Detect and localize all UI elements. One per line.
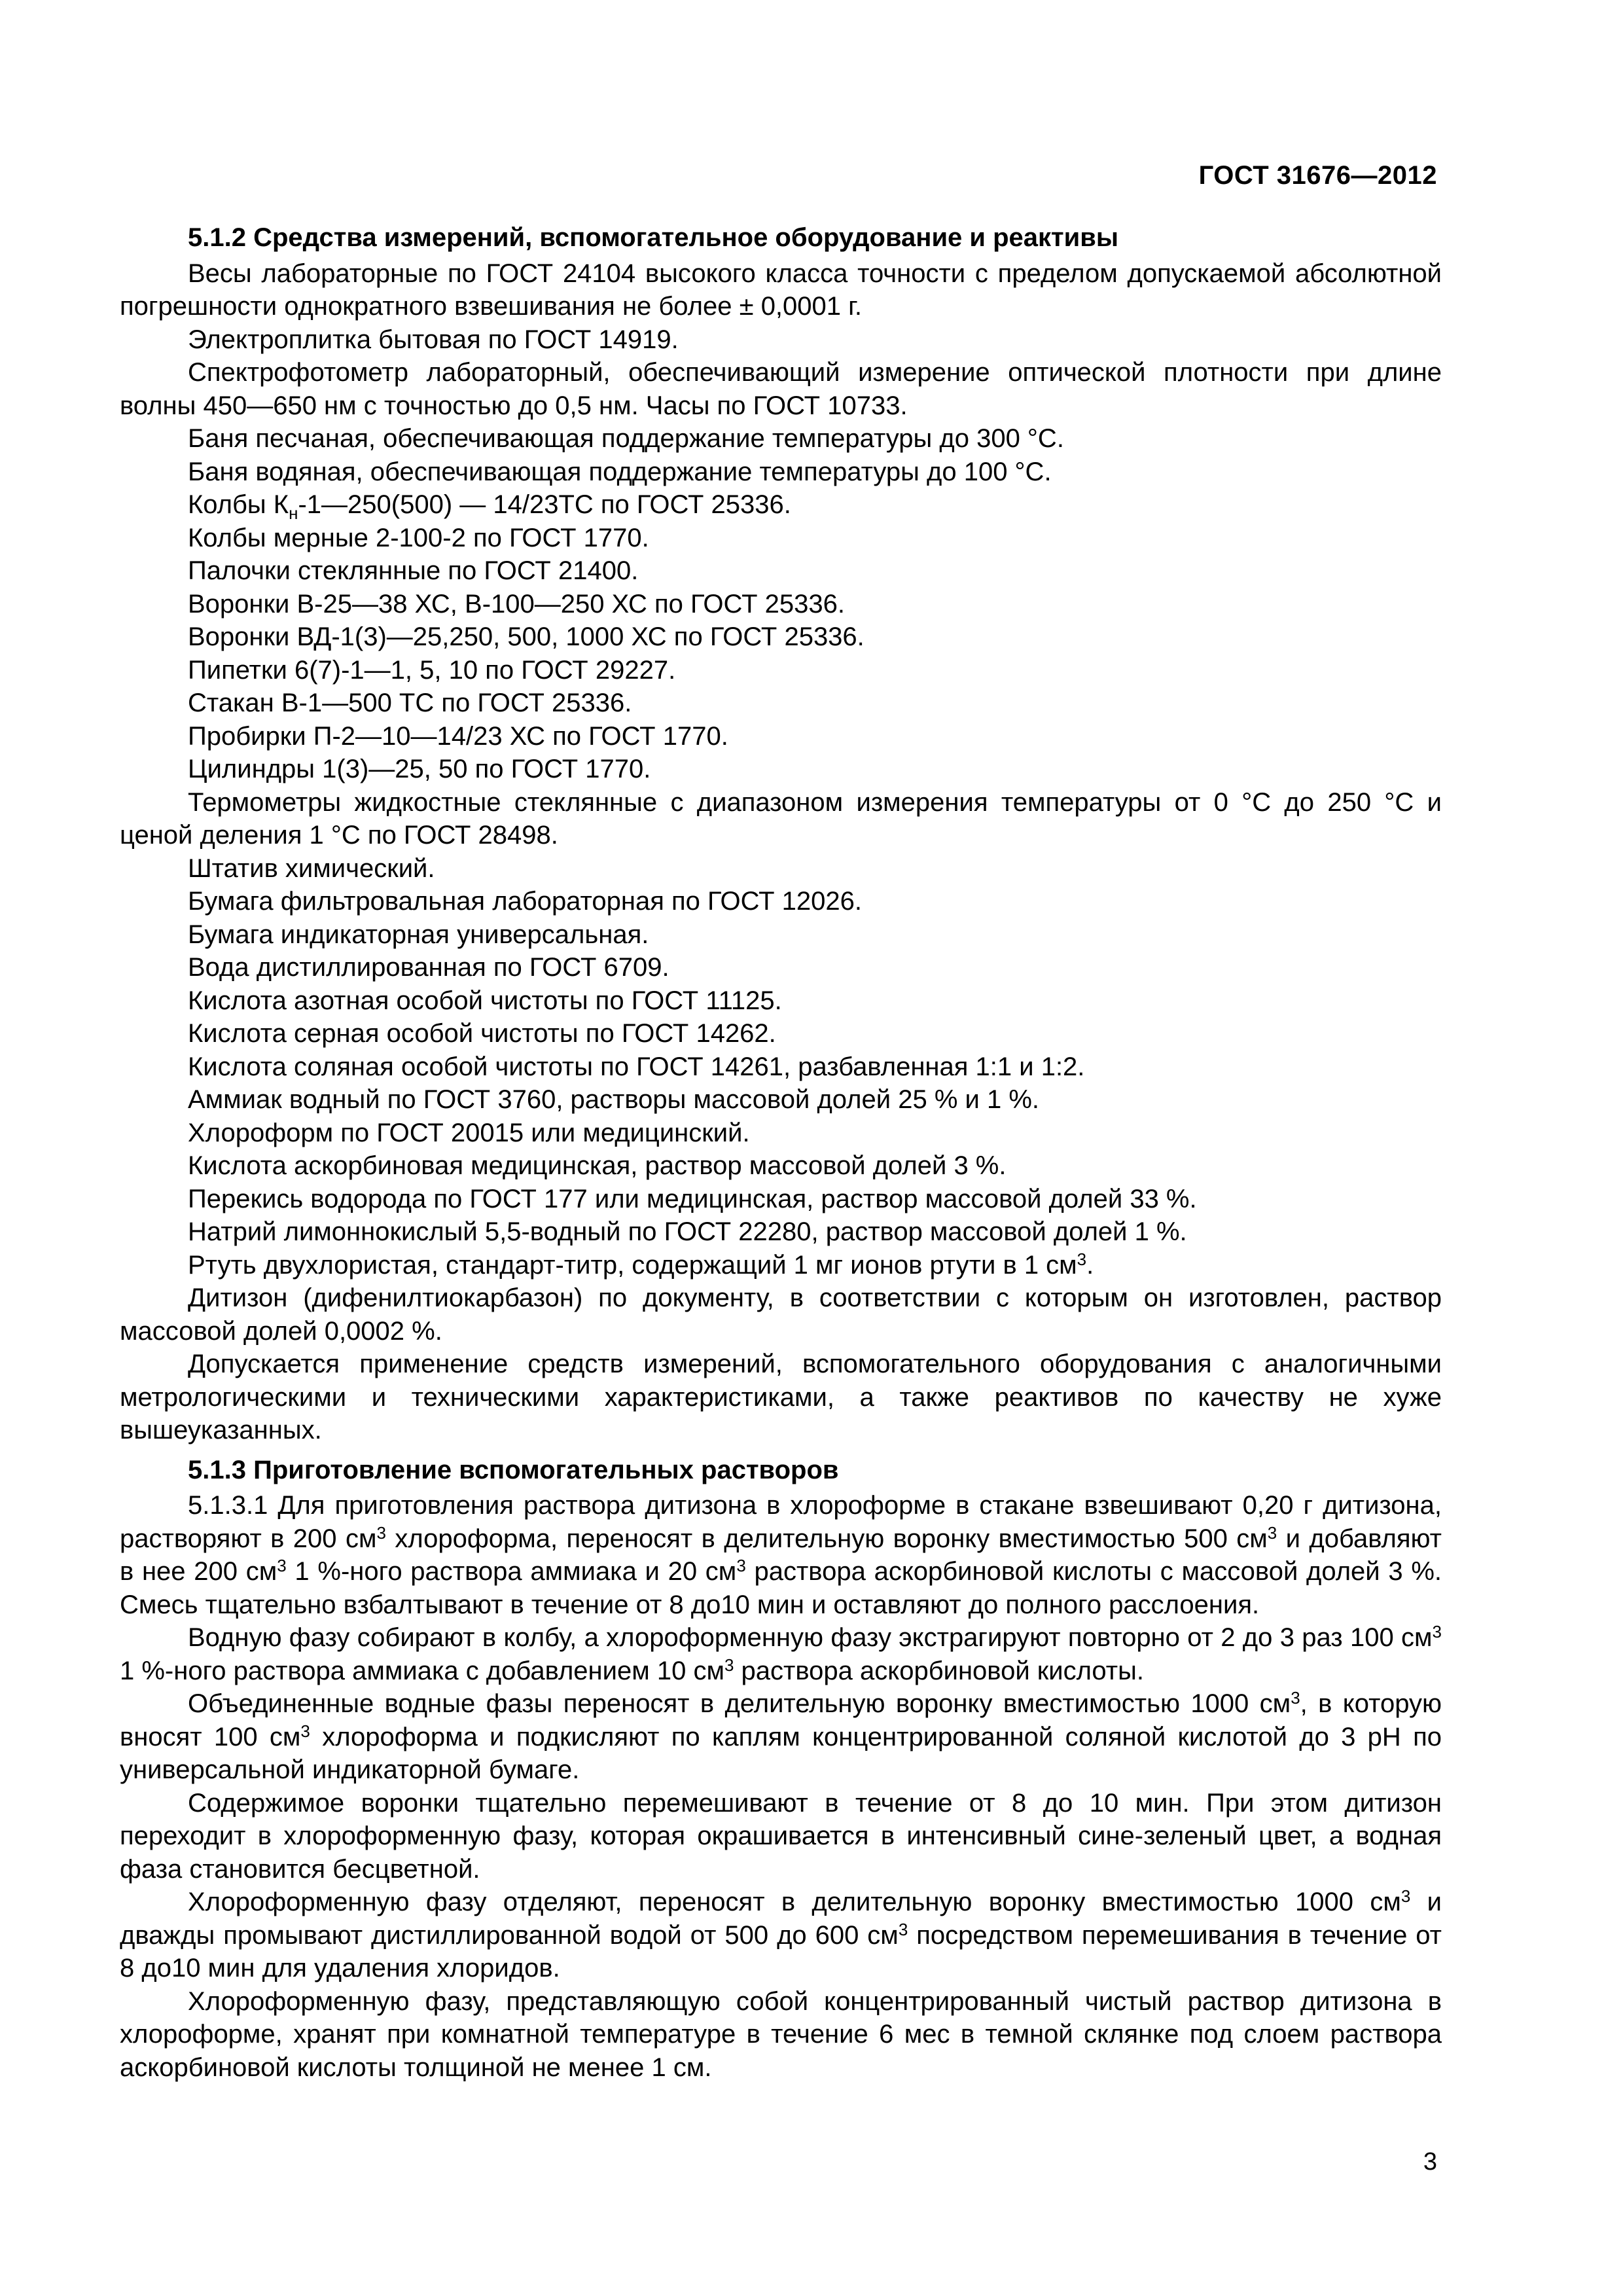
reagent-item: Дитизон (дифенилтиокарбазон) по документу, в соответствии с которым он изготовлен, раствор массовой долей 0,0002 %. <box>120 1283 1442 1346</box>
reagent-item: Бумага индикаторная универсальная. <box>188 920 649 949</box>
reagent-item: Кислота соляная особой чистоты по ГОСТ 14261, разбавленная 1:1 и 1:2. <box>188 1052 1085 1081</box>
equipment-item: Пипетки 6(7)-1—1, 5, 10 по ГОСТ 29227. <box>188 655 676 685</box>
reagent-item: Вода дистиллированная по ГОСТ 6709. <box>188 953 669 982</box>
equipment-item: Штатив химический. <box>188 853 435 883</box>
equipment-item: Весы лабораторные по ГОСТ 24104 высокого класса точности с пределом допускаемой абсолютной погрешности однократного взвешивания не более ± 0,0001 г. <box>120 259 1442 321</box>
reagent-item: Кислота аскорбиновая медицинская, раствор массовой долей 3 %. <box>188 1151 1007 1180</box>
reagent-item: Хлороформ по ГОСТ 20015 или медицинский. <box>188 1118 750 1147</box>
equipment-item: Воронки ВД-1(3)—25,250, 500, 1000 ХС по ГОСТ 25336. <box>188 622 865 651</box>
reagent-item: Бумага фильтровальная лабораторная по ГОСТ 12026. <box>188 887 863 916</box>
reagent-item: Ртуть двухлористая, стандарт-титр, содержащий 1 мг ионов ртути в 1 $см^3$. <box>188 1249 1094 1280</box>
section-heading-5-1-2: 5.1.2 Средства измерений, вспомогательное оборудование и реактивы <box>188 223 1118 252</box>
equipment-item: Электроплитка бытовая по ГОСТ 14919. <box>188 325 679 354</box>
reagent-item: Натрий лимоннокислый 5,5-водный по ГОСТ 22280, раствор массовой долей 1 %. <box>188 1217 1187 1246</box>
procedure-paragraph: Содержимое воронки тщательно перемешивают в течение от 8 до 10 мин. При этом дитизон переходит в хлороформенную фазу, которая окрашивается в интенсивный сине-зеленый цвет, а водная фаза становится бесцветной. <box>120 1788 1442 1884</box>
equipment-item: Пробирки П-2—10—14/23 ХС по ГОСТ 1770. <box>188 721 728 751</box>
equipment-item: Колбы мерные 2-100-2 по ГОСТ 1770. <box>188 523 649 552</box>
page-number: 3 <box>1423 2148 1437 2176</box>
procedure-paragraph: Хлороформенную фазу отделяют, переносят в делительную воронку вместимостью 1000 $см^3$ и дважды промывают дистиллированной водой от 500 до 600 $см^3$ посредством перемешивания в течение от 8 до10 мин для удаления хлоридов. <box>120 1886 1442 1982</box>
substitution-note: Допускается применение средств измерений, вспомогательного оборудования с аналогичными метрологическими и техническими характеристиками, а также реактивов по качеству не хуже вышеуказанных. <box>120 1350 1442 1444</box>
page-body <box>120 221 1442 2084</box>
procedure-paragraph: Хлороформенную фазу, представляющую собой концентрированный чистый раствор дитизона в хлороформе, хранят при комнатной температуре в течение 6 мес в темной склянке под слоем раствора аскорбиновой кислоты толщиной не менее 1 см. <box>120 1986 1442 2082</box>
equipment-item: Баня водяная, обеспечивающая поддержание температуры до 100 °С. <box>188 457 1052 486</box>
reagent-item: Аммиак водный по ГОСТ 3760, растворы массовой долей 25 % и 1 %. <box>188 1085 1039 1114</box>
document-header: ГОСТ 31676—2012 <box>1198 161 1437 190</box>
equipment-item: Цилиндры 1(3)—25, 50 по ГОСТ 1770. <box>188 755 651 783</box>
reagent-item: Перекись водорода по ГОСТ 177 или медицинская, раствор массовой долей 33 %. <box>188 1184 1197 1213</box>
procedure-paragraph: 5.1.3.1 Для приготовления раствора дитизона в хлороформе в стакане взвешивают 0,20 г дитизона, растворяют в 200 $см^3$ хлороформа, переносят в делительную воронку вместимостью 500 $см^3$ и добавляют в нее 200 $см^3$ 1 %-ного раствора аммиака и 20 $см^3$ раствора аскорбиновой кислоты с массовой долей 3 %. Смесь тщательно взбалтывают в течение от 8 до10 мин и оставляют до полного расслоения. <box>120 1491 1442 1619</box>
equipment-item: Палочки стеклянные по ГОСТ 21400. <box>188 556 639 585</box>
section-heading-5-1-3: 5.1.3 Приготовление вспомогательных растворов <box>188 1455 839 1484</box>
procedure-paragraph: Объединенные водные фазы переносят в делительную воронку вместимостью 1000 $см^3$, в которую вносят 100 $см^3$ хлороформа и подкисляют по каплям концентрированной соляной кислотой до 3 pH по универсальной индикаторной бумаге. <box>120 1688 1442 1784</box>
equipment-item: Баня песчаная, обеспечивающая поддержание температуры до 300 °С. <box>188 424 1064 453</box>
reagent-item: Кислота азотная особой чистоты по ГОСТ 11125. <box>188 986 782 1015</box>
equipment-item: Спектрофотометр лабораторный, обеспечивающий измерение оптической плотности при длине волны 450—650 нм с точностью до 0,5 нм. Часы по ГОСТ 10733. <box>120 358 1442 420</box>
equipment-item: Стакан В-1—500 ТС по ГОСТ 25336. <box>188 689 632 717</box>
equipment-item: Воронки В-25—38 ХС, В-100—250 ХС по ГОСТ 25336. <box>188 589 845 619</box>
equipment-item: Термометры жидкостные стеклянные с диапазоном измерения температуры от 0 °С до 250 °С и ценой деления 1 °С по ГОСТ 28498. <box>120 787 1442 850</box>
reagent-item: Кислота серная особой чистоты по ГОСТ 14262. <box>188 1019 776 1048</box>
procedure-paragraph: Водную фазу собирают в колбу, а хлороформенную фазу экстрагируют повторно от 2 до 3 раз 100 $см^3$ 1 %-ного раствора аммиака с добавлением 10 $см^3$ раствора аскорбиновой кислоты. <box>120 1622 1442 1685</box>
equipment-item: Колбы $К_н-1—250(500)$ — 14/23ТС по ГОСТ 25336. <box>188 490 791 523</box>
